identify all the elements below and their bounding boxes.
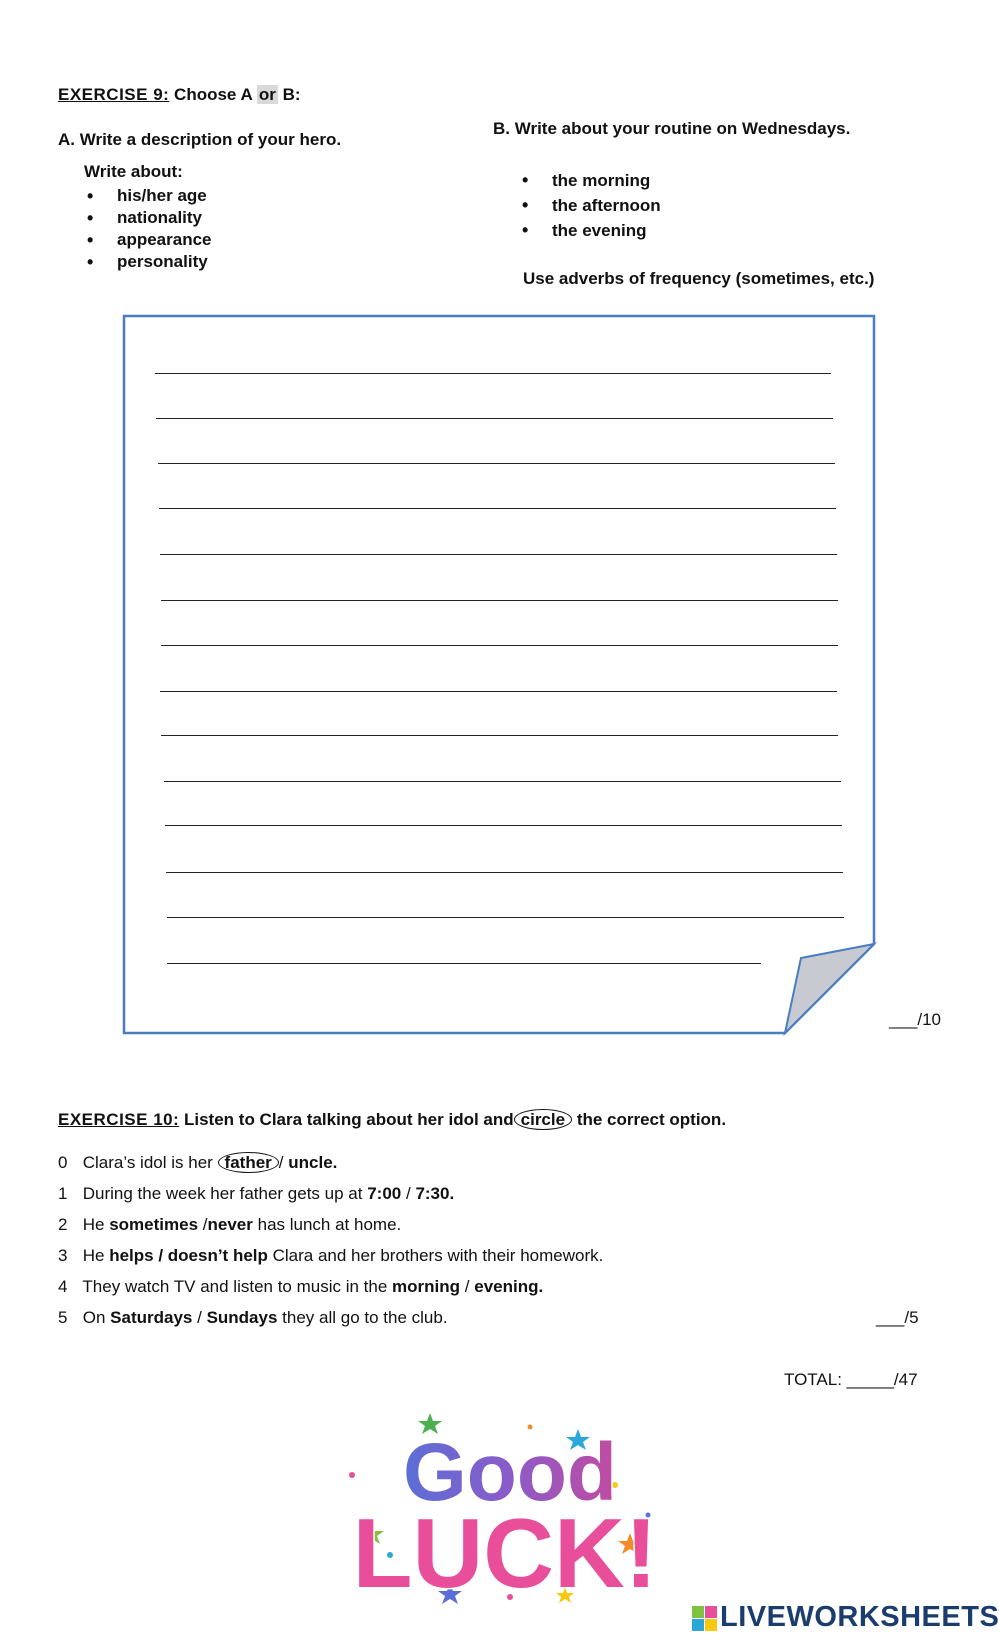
list-item: • the morning [552,168,661,193]
writing-line-4[interactable] [159,508,836,509]
question-text-end: Clara and her brothers with their homework. [272,1246,604,1265]
list-item: • his/her age [117,185,212,207]
question-text: He [82,1246,105,1265]
question-number: 3 [58,1246,68,1265]
list-item: • nationality [117,207,212,229]
writing-line-6[interactable] [161,600,838,601]
writing-line-10[interactable] [164,781,841,782]
option-never[interactable]: never [207,1215,253,1234]
option-separator: / [197,1308,202,1327]
exercise10-code: EXERCISE 10: [58,1110,180,1129]
question-4 [58,1277,543,1297]
question-text: They watch TV and listen to music in the [82,1277,388,1296]
option-b-note: Use adverbs of frequency (sometimes, etc.) [523,269,875,288]
liveworksheets-text: LIVEWORKSHEETS [720,1601,999,1633]
option-a-write-about: Write about: [84,162,183,181]
liveworksheets-watermark [692,1601,999,1637]
exercise9-instr-or: or [258,85,276,104]
exercise10-score: ___/5 [876,1308,919,1327]
question-text: Clara’s idol is her [82,1153,213,1172]
writing-line-12[interactable] [166,872,843,873]
question-text-end: has lunch at home. [257,1215,402,1234]
question-number: 2 [58,1215,68,1234]
question-text-end: they all go to the club. [282,1308,448,1327]
question-0 [58,1153,337,1173]
option-evening[interactable]: evening. [474,1277,544,1296]
writing-line-3[interactable] [158,463,835,464]
writing-line-13[interactable] [167,917,844,918]
exercise10-instr-circle: circle [514,1109,572,1130]
exercise9-instr-pre: Choose A [174,85,253,104]
option-a-title: A. Write a description of your hero. [58,130,342,149]
option-saturdays[interactable]: Saturdays [110,1308,193,1327]
question-1 [58,1184,454,1204]
exercise9-code: EXERCISE 9: [58,85,170,104]
question-number: 1 [58,1184,68,1203]
writing-line-11[interactable] [165,825,842,826]
question-3 [58,1246,603,1266]
writing-line-5[interactable] [160,554,837,555]
question-text: On [82,1308,106,1327]
luck-word: LUCK! [352,1498,658,1608]
list-item: • appearance [117,229,212,251]
luck-text [353,1498,658,1608]
option-separator: / [278,1153,284,1172]
total-score: TOTAL: _____/47 [784,1370,918,1389]
list-item: • the evening [552,218,661,243]
option-helps-doesnt-help[interactable]: helps / doesn’t help [109,1246,268,1265]
writing-line-8[interactable] [160,691,837,692]
question-2 [58,1215,401,1235]
option-b-title: B. Write about your routine on Wednesdays. [493,119,851,138]
exercise10-instr-post: the correct option. [576,1110,727,1129]
option-7-30[interactable]: 7:30. [415,1184,455,1203]
writing-line-1[interactable] [155,373,831,374]
question-5 [58,1308,448,1328]
option-separator: / [202,1215,208,1234]
writing-line-7[interactable] [161,645,838,646]
liveworksheets-logo-icon [692,1606,718,1632]
question-number: 4 [58,1277,68,1296]
list-item: • the afternoon [552,193,661,218]
exercise9-instr-post: B: [282,85,301,104]
exercise10-instr-pre: Listen to Clara talking about her idol and [184,1110,514,1129]
writing-line-14[interactable] [167,963,761,964]
writing-line-2[interactable] [156,418,833,419]
option-7-00[interactable]: 7:00 [367,1184,402,1203]
question-number: 5 [58,1308,68,1327]
option-separator: / [405,1184,411,1203]
paper-sheet [124,316,874,1033]
good-text: Good [402,1427,618,1518]
question-number: 0 [58,1153,68,1172]
list-item: • personality [117,251,212,273]
option-sundays[interactable]: Sundays [206,1308,278,1327]
option-morning[interactable]: morning [392,1277,461,1296]
option-father-circled[interactable]: father [218,1152,279,1173]
question-text: During the week her father gets up at [82,1184,363,1203]
exercise9-score: ___/10 [889,1010,941,1029]
good-luck-logo [330,1405,680,1610]
writing-line-9[interactable] [161,735,838,736]
exercise10-heading [58,1110,726,1130]
option-uncle[interactable]: uncle. [288,1153,338,1172]
option-sometimes[interactable]: sometimes [109,1215,199,1234]
option-separator: / [464,1277,470,1296]
question-text: He [82,1215,105,1234]
